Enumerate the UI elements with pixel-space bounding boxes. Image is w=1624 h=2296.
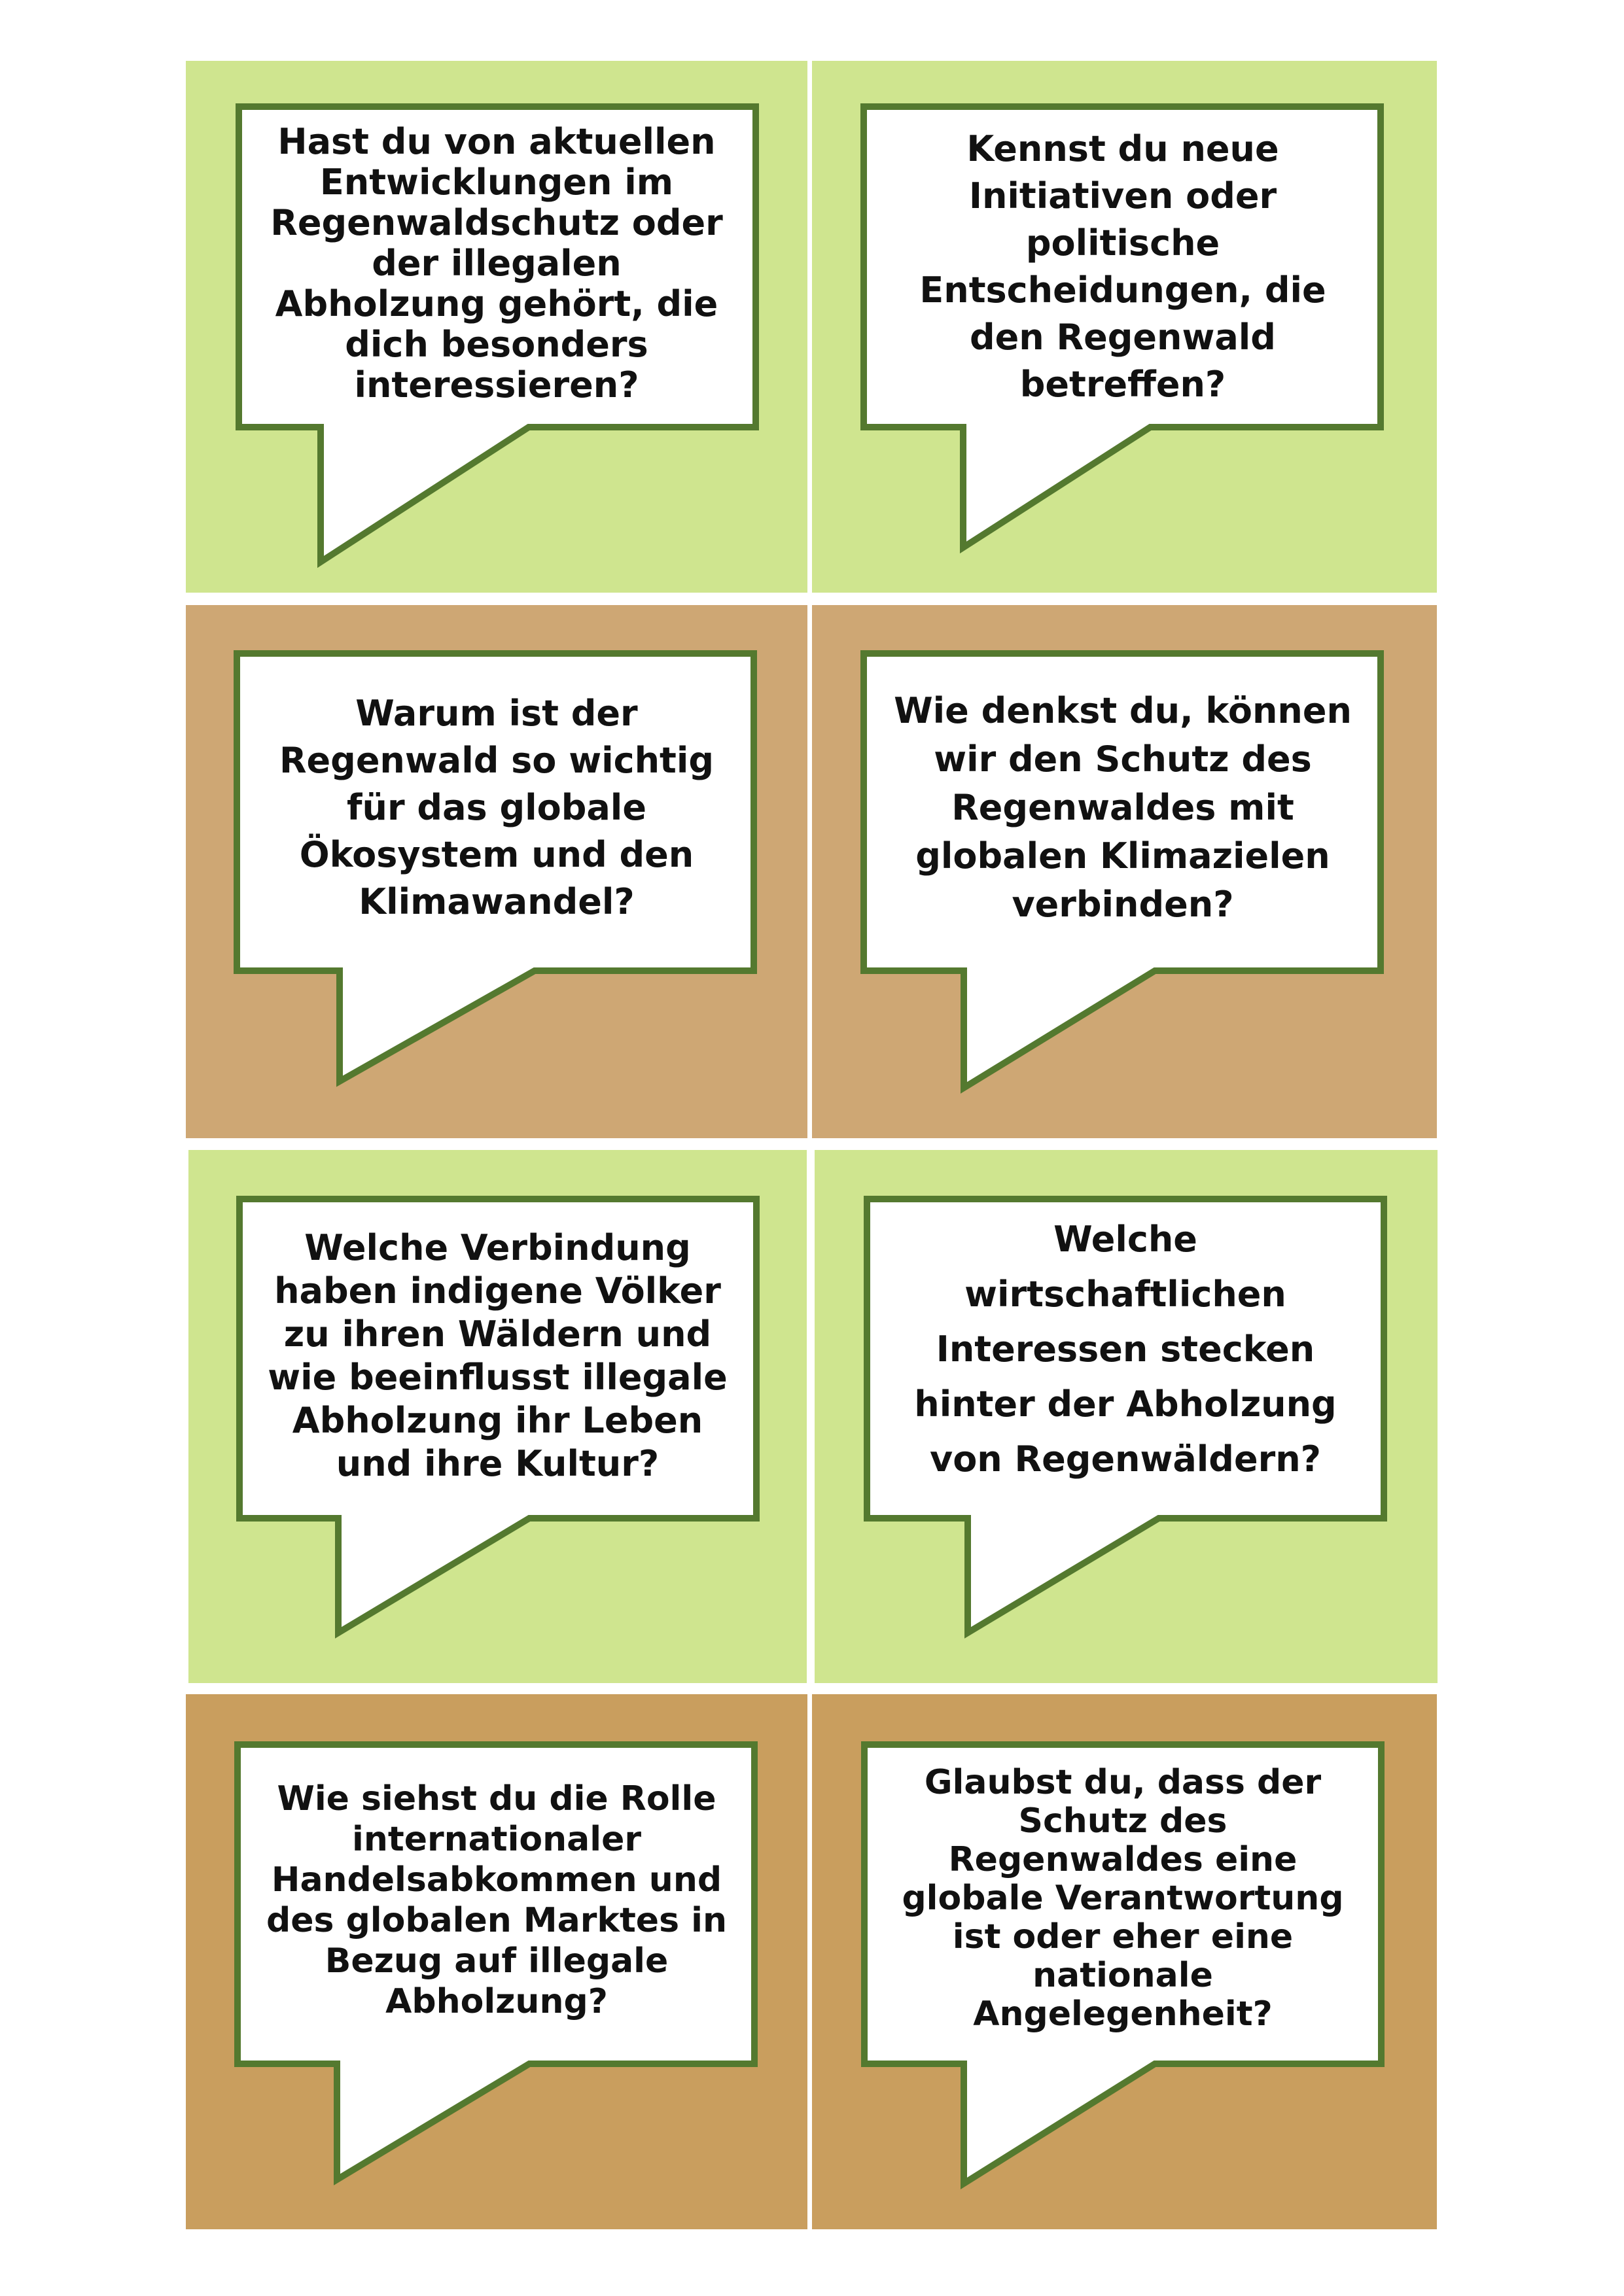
question-text: Wie denkst du, können wir den Schutz des Regenwaldes mit globalen Klimazielen verbinden? (894, 690, 1352, 925)
question-card (186, 61, 807, 593)
question-text: Welche Verbindung haben indigene Völker zu ihren Wäldern und wie beeinflusst illegale Abholzung ihr Leben und ihre Kultur? (268, 1227, 728, 1484)
question-text: Kennst du neue Initiativen oder politische Entscheidungen, die den Regenwald betreffen? (919, 128, 1326, 405)
question-text: Hast du von aktuellen Entwicklungen im Regenwaldschutz oder der illegalen Abholzung gehört, die dich besonders interessieren? (270, 121, 723, 406)
question-card (815, 1150, 1438, 1683)
question-card (186, 605, 807, 1138)
question-text: Welche wirtschaftlichen Interessen stecken hinter der Abholzung von Regenwäldern? (914, 1219, 1337, 1480)
question-text: Wie siehst du die Rolle internationaler Handelsabkommen und des globalen Marktes in Bezug auf illegale Abholzung? (266, 1779, 727, 2021)
question-card (186, 1694, 807, 2229)
question-text: Warum ist der Regenwald so wichtig für das globale Ökosystem und den Klimawandel? (279, 693, 715, 922)
question-card (812, 605, 1437, 1138)
question-card (812, 1694, 1437, 2229)
question-text: Glaubst du, dass der Schutz des Regenwaldes eine globale Verantwortung ist oder eher eine nationale Angelegenheit? (902, 1762, 1344, 2034)
question-card (188, 1150, 807, 1683)
question-card (812, 61, 1437, 593)
